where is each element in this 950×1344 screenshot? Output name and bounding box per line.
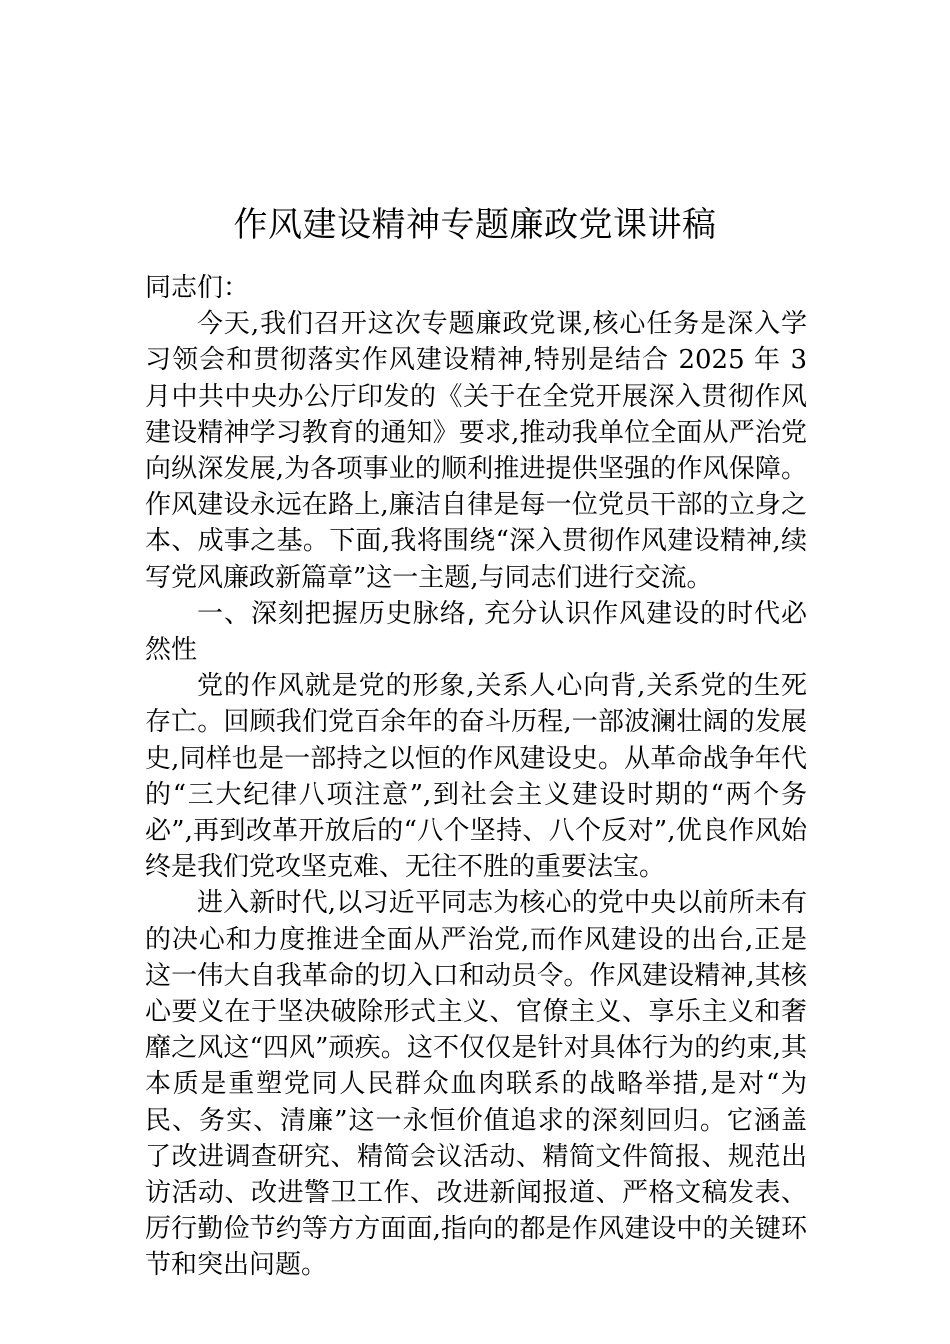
- section-heading-1: 一、深刻把握历史脉络, 充分认识作风建设的时代必然性: [145, 598, 807, 666]
- salutation: 同志们：: [145, 273, 250, 303]
- body-paragraph: 进入新时代,以习近平同志为核心的党中央以前所未有的决心和力度推进全面从严治党,而作风建设的出台,正是这一伟大自我革命的切入口和动员令。作风建设精神,其核心要义在于坚决破除形式主义、官僚主义、享乐主义和奢靡之风这“四风”顽疾。这不仅仅是针对具体行为的约束,其本质是重塑党同人民群众血肉联系的战略举措,是对“为民、务实、清廉”这一永恒价值追求的深刻回归。它涵盖了改进调查研究、精简会议活动、精简文件简报、规范出访活动、改进警卫工作、改进新闻报道、严格文稿发表、厉行勤俭节约等方方面面,指向的都是作风建设中的关键环节和突出问题。: [145, 888, 807, 1281]
- body-paragraph: 党的作风就是党的形象,关系人心向背,关系党的生死存亡。回顾我们党百余年的奋斗历程,一部波澜壮阔的发展史,同样也是一部持之以恒的作风建设史。从革命战争年代的“三大纪律八项注意”,到社会主义建设时期的“两个务必”,再到改革开放后的“八个坚持、八个反对”,优良作风始终是我们党攻坚克难、无往不胜的重要法宝。: [145, 671, 807, 883]
- intro-paragraph: 今天,我们召开这次专题廉政党课,核心任务是深入学习领会和贯彻落实作风建设精神,特别是结合 2025 年 3 月中共中央办公厅印发的《关于在全党开展深入贯彻作风建设精神学习教育的通知》要求,推动我单位全面从严治党向纵深发展,为各项事业的顺利推进提供坚强的作风保障。作风建设永远在路上,廉洁自律是每一位党员干部的立身之本、成事之基。下面,我将围绕“深入贯彻作风建设精神,续写党风廉政新篇章”这一主题,与同志们进行交流。: [145, 309, 807, 593]
- document-body: [145, 270, 807, 1284]
- document-title: 作风建设精神专题廉政党课讲稿: [233, 204, 717, 245]
